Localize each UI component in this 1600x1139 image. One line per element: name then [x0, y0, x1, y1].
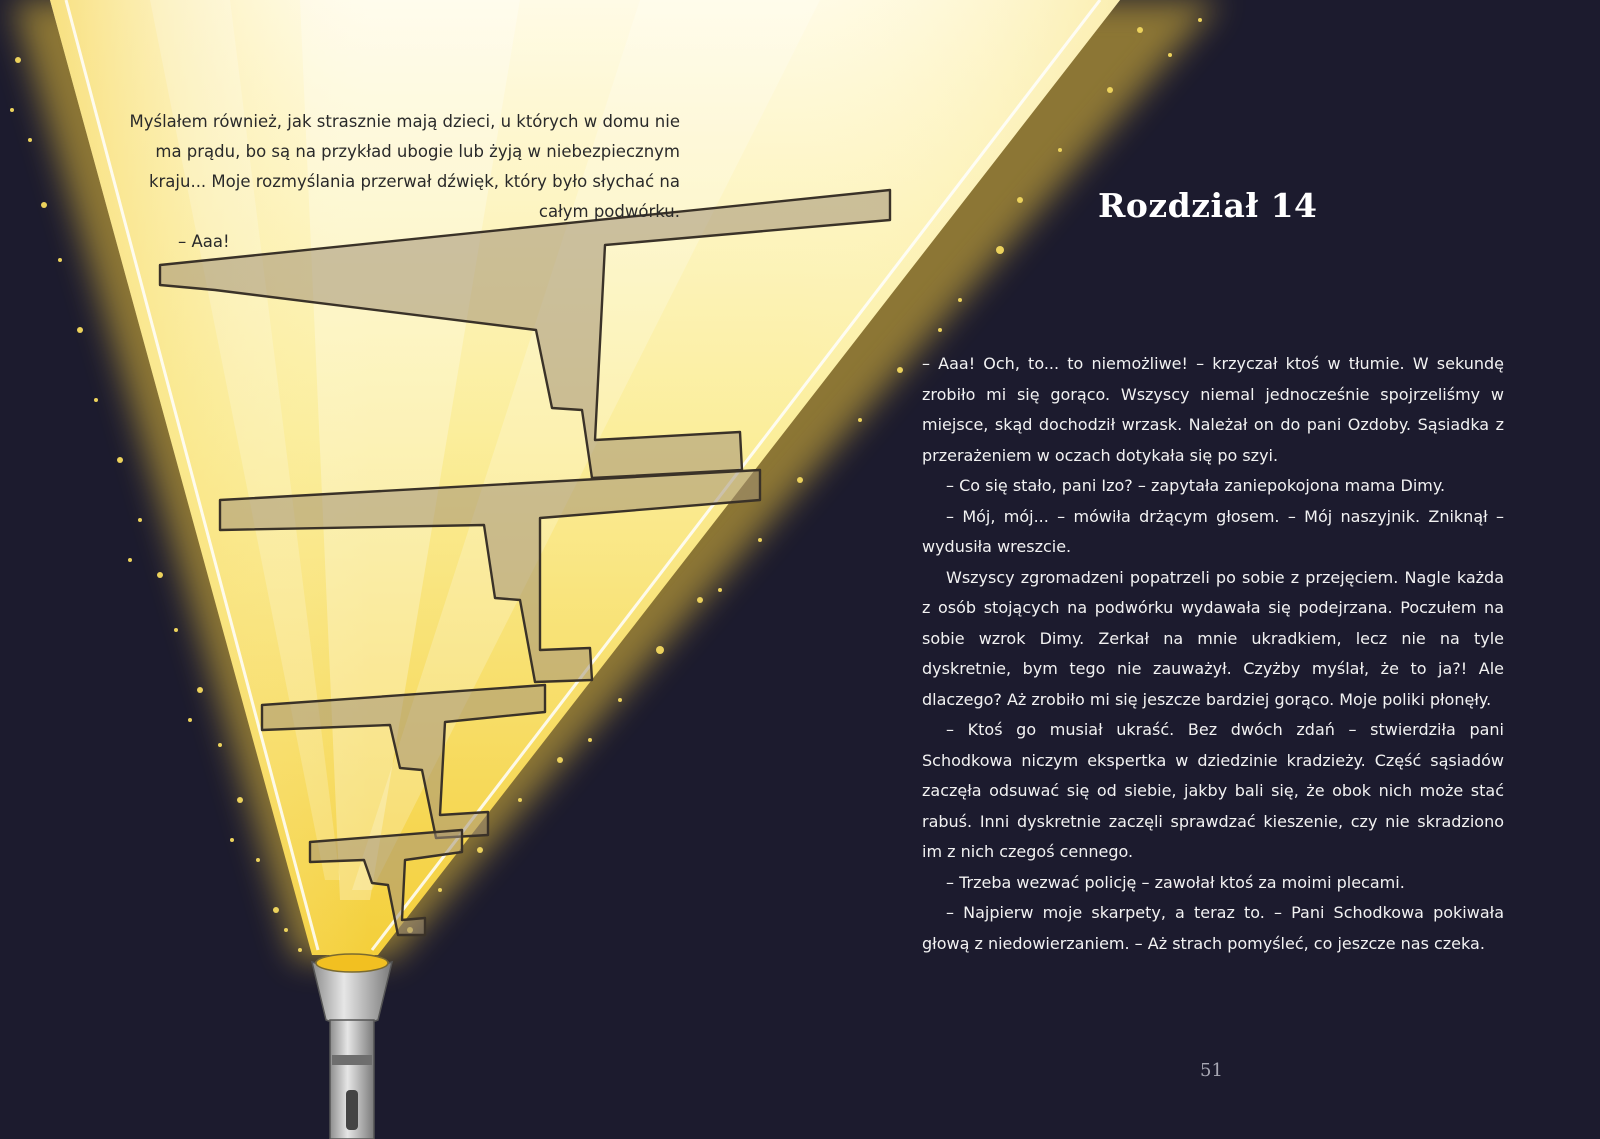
right-page-text	[922, 349, 1504, 959]
paragraph: – Trzeba wezwać policję – zawołał ktoś za moimi plecami.	[946, 872, 1405, 892]
narration-paragraph: Myślałem również, jak strasznie mają dzieci, u których w domu nie ma prądu, bo są na przykład ubogie lub żyją w niebezpiecznym kraju... Moje rozmyślania przerwał dźwięk, który było słychać na całym podwórku.	[129, 112, 680, 221]
chapter-title: Rozdział 14	[1098, 186, 1318, 225]
left-page-text	[108, 107, 680, 257]
paragraph: Wszyscy zgromadzeni popatrzeli po sobie z przejęciem. Nagle każda z osób stojących na podwórku wydawała się podejrzana. Poczułem na sobie wzrok Dimy. Zerkał na mnie ukradkiem, lecz nie na tyle dyskretnie, bym tego nie zauważył. Czyżby myślał, że to ja?! Ale dlaczego? Aż zrobiło mi się jeszcze bardziej gorąco. Moje poliki płonęły.	[922, 567, 1504, 709]
paragraph: – Aaa! Och, to... to niemożliwe! – krzyczał ktoś w tłumie. W sekundę zrobiło mi się gorąco. Wszyscy niemal jednocześnie spojrzeliśmy w miejsce, skąd dochodził wrzask. Należał on do pani Ozdoby. Sąsiadka z przerażeniem w oczach dotykała się po szyi.	[922, 354, 1504, 465]
paragraph: – Najpierw moje skarpety, a teraz to. – Pani Schodkowa pokiwała głową z niedowierzaniem. – Aż strach pomyśleć, co jeszcze nas czeka.	[922, 903, 1504, 953]
dialog-line: – Aaa!	[178, 232, 230, 251]
paragraph: – Co się stało, pani Izo? – zapytała zaniepokojona mama Dimy.	[946, 476, 1446, 495]
paragraph: – Ktoś go musiał ukraść. Bez dwóch zdań – stwierdziła pani Schodkowa niczym ekspertka w dziedzinie kradzieży. Część sąsiadów zaczęła odsuwać się od siebie, jakby bali się, że obok nich może stać rabuś. Inni dyskretnie zaczęli sprawdzać kieszenie, czy nie skradziono im z nich czegoś cennego.	[922, 720, 1504, 861]
paragraph: – Mój, mój... – mówiła drżącym głosem. – Mój naszyjnik. Zniknął – wydusiła wreszcie.	[922, 506, 1504, 556]
page-number: 51	[1200, 1060, 1223, 1081]
flashlight-icon	[312, 953, 392, 1139]
